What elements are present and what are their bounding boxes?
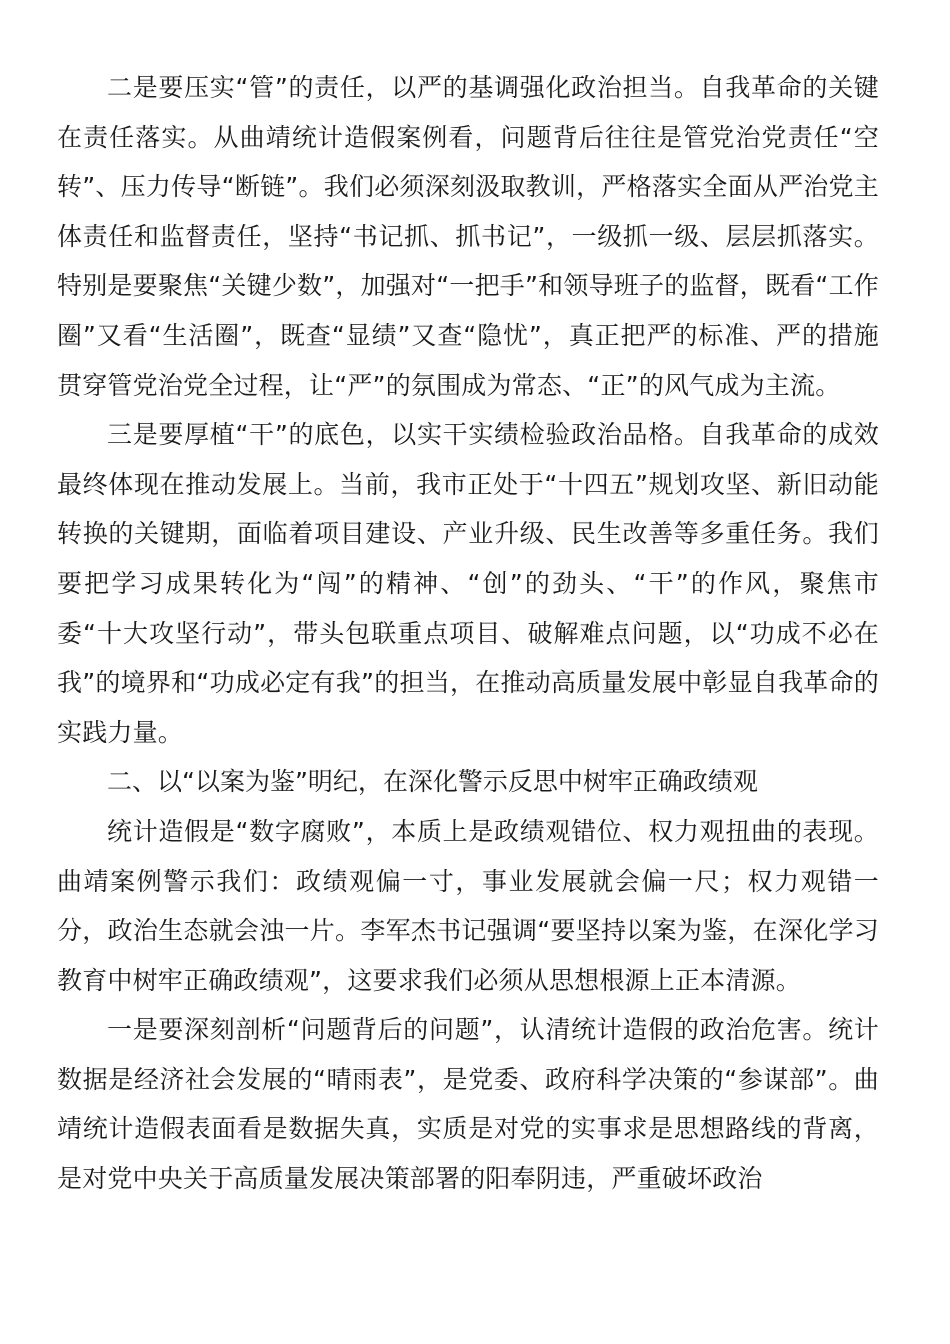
paragraph-responsibility: 二是要压实“管”的责任，以严的基调强化政治担当。自我革命的关键在责任落实。从曲靖统计造假案例看，问题背后往往是管党治党责任“空转”、压力传导“断链”。我们必须深刻汲取教训，严格落实全面从严治党主体责任和监督责任，坚持“书记抓、抓书记”，一级抓一级、层层抓落实。特别是要聚焦“关键少数”，加强对“一把手”和领导班子的监督，既看“工作圈”又看“生活圈”，既查“显绩”又查“隐忧”，真正把严的标准、严的措施贯穿管党治党全过程，让“严”的氛围成为常态、“正”的风气成为主流。: [57, 73, 879, 400]
paragraph-problem-analysis: 一是要深刻剖析“问题背后的问题”，认清统计造假的政治危害。统计数据是经济社会发展的“晴雨表”，是党委、政府科学决策的“参谋部”。曲靖统计造假表面看是数据失真，实质是对党的实事求是思想路线的背离，是对党中央关于高质量发展决策部署的阳奉阴违，严重破坏政治: [57, 1015, 879, 1194]
document-body: [57, 63, 879, 1204]
paragraph-statistics-fraud: 统计造假是“数字腐败”，本质上是政绩观错位、权力观扭曲的表现。曲靖案例警示我们：政绩观偏一寸，事业发展就会偏一尺；权力观错一分，政治生态就会浊一片。李军杰书记强调“要坚持以案为鉴，在深化学习教育中树牢正确政绩观”，这要求我们必须从思想根源上正本清源。: [57, 816, 879, 995]
paragraph-hard-work: 三是要厚植“干”的底色，以实干实绩检验政治品格。自我革命的成效最终体现在推动发展上。当前，我市正处于“十四五”规划攻坚、新旧动能转换的关键期，面临着项目建设、产业升级、民生改善等多重任务。我们要把学习成果转化为“闯”的精神、“创”的劲头、“干”的作风，聚焦市委“十大攻坚行动”，带头包联重点项目、破解难点问题，以“功成不必在我”的境界和“功成必定有我”的担当，在推动高质量发展中彰显自我革命的实践力量。: [57, 420, 879, 747]
section-heading: 二、以“以案为鉴”明纪，在深化警示反思中树牢正确政绩观: [107, 767, 758, 797]
